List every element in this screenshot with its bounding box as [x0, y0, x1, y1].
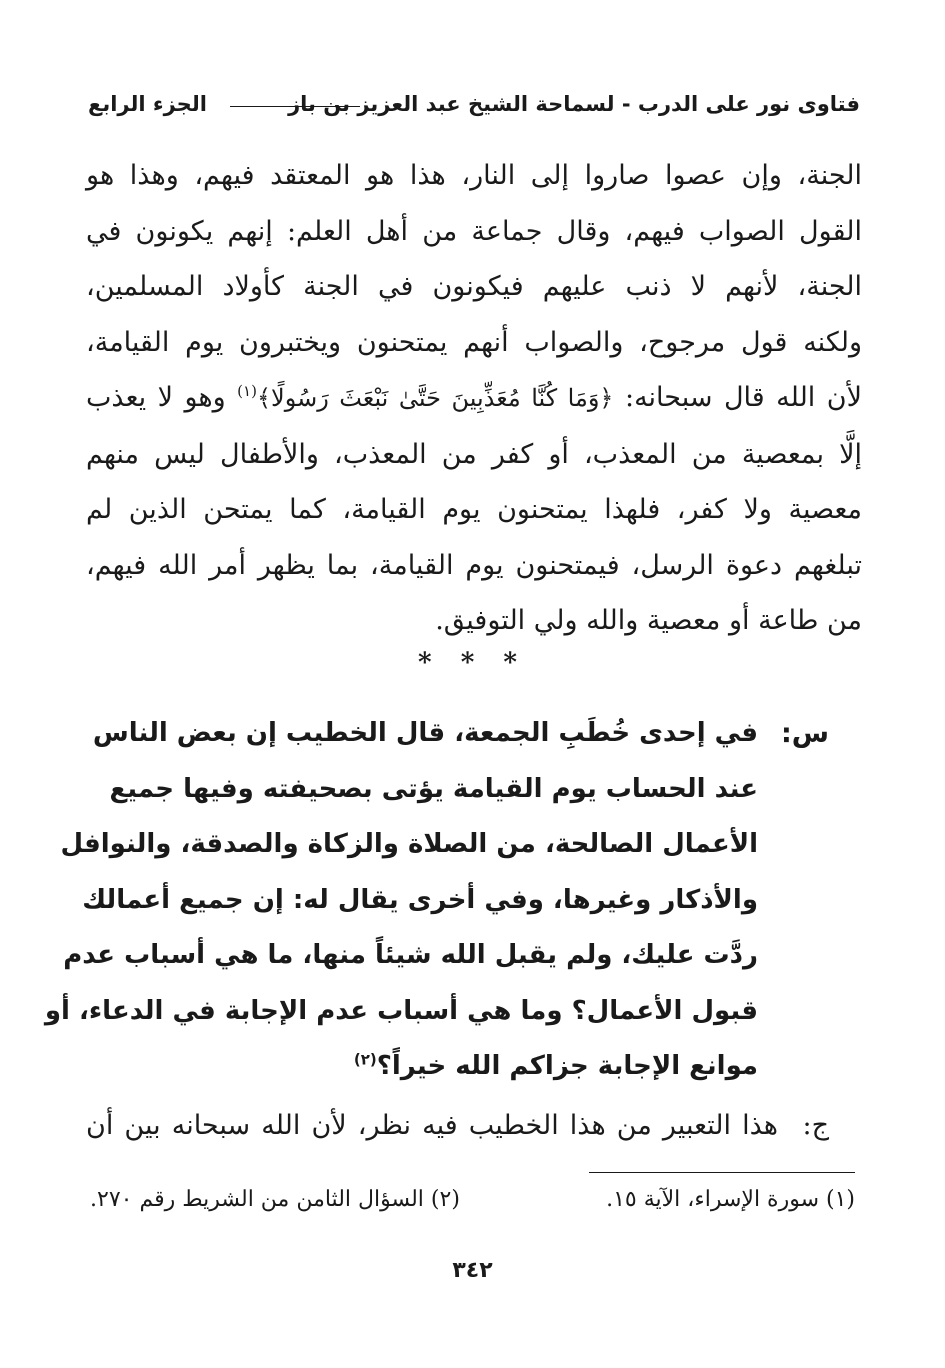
header-book-title: فتاوى نور على الدرب - لسماحة الشيخ عبد العزيز بن باز	[288, 92, 860, 116]
quran-verse: ﴿وَمَا كُنَّا مُعَذِّبِينَ حَتَّىٰ نَبْعَثَ رَسُولًا﴾	[256, 384, 614, 412]
body-paragraph	[86, 148, 862, 649]
verse-continuation: وهو لا يعذب	[86, 382, 226, 413]
question-last-text: موانع الإجابة جزاكم الله خيراً؟	[376, 1051, 758, 1081]
page-number: ٣٤٢	[452, 1258, 493, 1283]
question-line: والأذكار وغيرها، وفي أخرى يقال له: إن جميع أعمالك	[82, 884, 758, 915]
verse-intro: لأن الله قال سبحانه:	[624, 382, 862, 413]
body-line: إلَّا بمعصية من المعذب، أو كفر من المعذب، والأطفال ليس منهم	[86, 438, 862, 470]
header-part: الجزء الرابع	[88, 92, 207, 116]
body-line: تبلغهم دعوة الرسل، فيمتحنون يوم القيامة، بما يظهر أمر الله فيهم،	[86, 549, 862, 581]
header-dash	[230, 106, 360, 107]
body-line: ولكنه قول مرجوح، والصواب أنهم يمتحنون ويختبرون يوم القيامة،	[86, 326, 862, 358]
section-separator: * * *	[418, 648, 527, 678]
question-label: س:	[780, 718, 829, 749]
footnote-2: (٢) السؤال الثامن من الشريط رقم ٢٧٠.	[90, 1187, 460, 1212]
question-line: في إحدى خُطَبِ الجمعة، قال الخطيب إن بعض الناس	[92, 718, 758, 748]
footnote-1: (١) سورة الإسراء، الآية ١٥.	[606, 1187, 855, 1212]
question-line: عند الحساب يوم القيامة يؤتى بصحيفته وفيها جميع	[109, 773, 758, 804]
body-line: من طاعة أو معصية والله ولي التوفيق.	[435, 605, 862, 636]
question-text	[44, 706, 758, 1095]
body-line: القول الصواب فيهم، وقال جماعة من أهل العلم: إنهم يكونون في	[86, 215, 862, 247]
footnote-divider	[589, 1172, 855, 1173]
question-line: قبول الأعمال؟ وما هي أسباب عدم الإجابة في الدعاء، أو	[44, 995, 758, 1026]
question-line: ردَّت عليك، ولم يقبل الله شيئاً منها، ما هي أسباب عدم	[63, 940, 758, 970]
body-line: الجنة، لأنهم لا ذنب عليهم فيكونون في الجنة كأولاد المسلمين،	[86, 271, 862, 302]
footnote-ref-1: (١)	[237, 382, 257, 400]
body-line-verse	[86, 370, 862, 427]
answer-text: هذا التعبير من هذا الخطيب فيه نظر، لأن الله سبحانه بين أن	[86, 1110, 778, 1141]
body-line: معصية ولا كفر، فلهذا يمتحنون يوم القيامة، كما يمتحن الذين لم	[86, 494, 862, 525]
footnote-ref-2: (٢)	[353, 1050, 377, 1069]
body-line: الجنة، وإن عصوا صاروا إلى النار، هذا هو المعتقد فيهم، وهذا هو	[86, 160, 862, 191]
footnotes	[90, 1182, 855, 1218]
question-line: الأعمال الصالحة، من الصلاة والزكاة والصدقة، والنوافل	[60, 829, 758, 859]
answer-label: ج:	[802, 1110, 829, 1141]
running-header	[88, 84, 860, 124]
question-line-last	[112, 1039, 758, 1095]
